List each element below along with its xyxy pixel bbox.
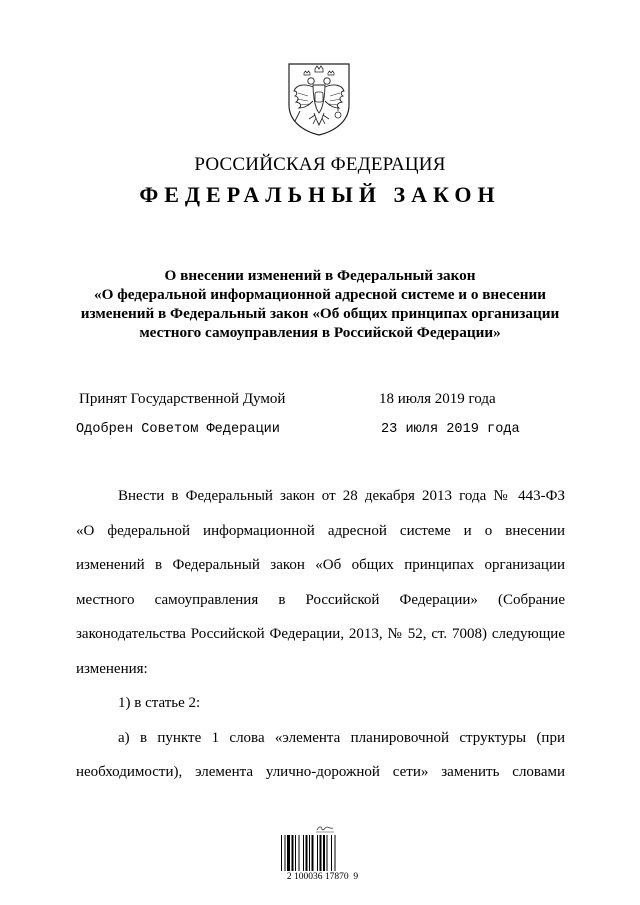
barcode-bars (280, 835, 365, 871)
council-approval-date: 23 июля 2019 года (381, 422, 520, 437)
body-line: Внести в Федеральный закон от 28 декабря 2013 года № 443-ФЗ (118, 488, 565, 504)
country-heading: РОССИЙСКАЯ ФЕДЕРАЦИЯ (194, 154, 446, 175)
body-line: законодательства Российской Федерации, 2013, № 52, ст. 7008) следующие (76, 626, 565, 642)
body-line: 1) в статье 2: (118, 695, 201, 711)
barcode-number: 2 100036 17870 9 (286, 872, 359, 882)
body-line: а) в пункте 1 слова «элемента планировочной структуры (при (118, 729, 565, 746)
law-title (70, 266, 570, 342)
council-approval-label: Одобрен Советом Федерации (76, 422, 280, 437)
body-line: необходимости), элемента улично-дорожной сети» заменить словами (76, 764, 565, 780)
body-line: изменения: (76, 660, 148, 677)
body-line: «О федеральной информационной адресной системе и о внесении (76, 522, 565, 539)
law-title-line: местного самоуправления в Российской Федерации» (139, 324, 501, 341)
law-title-line: «О федеральной информационной адресной системе и о внесении (93, 286, 547, 303)
body-line: местного самоуправления в Российской Федерации» (Собрание (76, 591, 565, 608)
state-emblem-icon (286, 61, 352, 137)
law-title-line: О внесении изменений в Федеральный закон (164, 267, 476, 284)
document-type-heading: ФЕДЕРАЛЬНЫЙ ЗАКОН (139, 182, 501, 207)
duma-adoption-label: Принят Государственной Думой (79, 391, 286, 407)
law-body (76, 479, 565, 790)
body-line: изменений в Федеральный закон «Об общих принципах организации (76, 557, 565, 573)
duma-adoption-date: 18 июля 2019 года (379, 391, 496, 407)
law-title-line: изменений в Федеральный закон «Об общих принципах организации (80, 305, 560, 322)
barcode (280, 821, 365, 891)
